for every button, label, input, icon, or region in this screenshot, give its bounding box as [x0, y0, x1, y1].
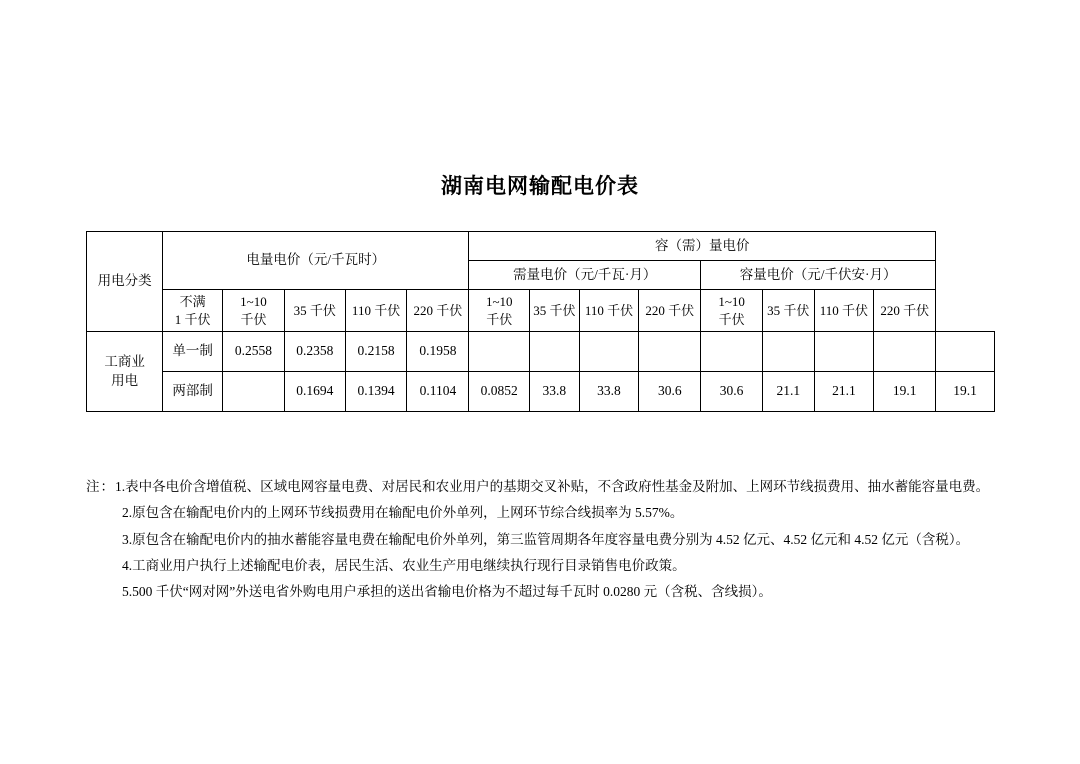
table-header-row-1 — [87, 232, 995, 261]
cell-single-capacity-35kv — [814, 332, 874, 372]
capacity-price-group-header: 容量电价（元/千伏安·月） — [701, 261, 936, 290]
note-item — [86, 500, 1016, 526]
notes-block — [86, 474, 1016, 606]
col-demand-1-10kv: 1~10 千伏 — [469, 290, 530, 332]
col-energy-110kv: 110 千伏 — [345, 290, 407, 332]
page-title: 湖南电网输配电价表 — [441, 174, 639, 198]
cell-single-demand-220kv — [701, 332, 763, 372]
col-capacity-220kv: 220 千伏 — [874, 290, 936, 332]
cell-twopart-energy-below-1kv — [223, 372, 285, 412]
col-energy-below-1kv: 不满 1 千伏 — [163, 290, 223, 332]
cell-single-energy-110kv: 0.1958 — [407, 332, 469, 372]
cell-single-demand-35kv — [579, 332, 639, 372]
row-label-two-part-tariff: 两部制 — [163, 372, 223, 412]
capacity-demand-group-header: 容（需）量电价 — [469, 232, 936, 261]
note-text: 3.原包含在输配电价内的抽水蓄能容量电费在输配电价外单列，第三监管周期各年度容量电费分别为 4.52 亿元、4.52 亿元和 4.52 亿元（含税）。 — [122, 531, 970, 547]
cell-single-energy-below-1kv: 0.2558 — [223, 332, 285, 372]
cell-single-demand-110kv — [639, 332, 701, 372]
note-item — [86, 474, 1016, 500]
note-text: 2.原包含在输配电价内的上网环节线损费用在输配电价外单列，上网环节综合线损率为 5.57%。 — [122, 505, 684, 521]
transmission-price-table — [86, 231, 995, 412]
cell-twopart-capacity-220kv: 19.1 — [936, 372, 995, 412]
table-header-row-3 — [87, 290, 995, 332]
col-demand-220kv: 220 千伏 — [639, 290, 701, 332]
col-capacity-35kv: 35 千伏 — [763, 290, 815, 332]
table-row — [87, 372, 995, 412]
cell-twopart-demand-110kv: 30.6 — [639, 372, 701, 412]
note-item — [86, 579, 1016, 605]
cell-single-energy-35kv: 0.2158 — [345, 332, 407, 372]
cell-twopart-demand-220kv: 30.6 — [701, 372, 763, 412]
cell-twopart-energy-1-10kv: 0.1694 — [284, 372, 345, 412]
col-capacity-1-10kv: 1~10 千伏 — [701, 290, 763, 332]
note-item — [86, 553, 1016, 579]
cell-twopart-demand-35kv: 33.8 — [579, 372, 639, 412]
energy-price-group-header: 电量电价（元/千瓦时） — [163, 232, 469, 290]
cell-twopart-energy-110kv: 0.1104 — [407, 372, 469, 412]
cell-single-energy-220kv — [469, 332, 530, 372]
cell-single-capacity-220kv — [936, 332, 995, 372]
category-header: 用电分类 — [87, 232, 163, 332]
col-demand-35kv: 35 千伏 — [530, 290, 579, 332]
cell-twopart-capacity-1-10kv: 21.1 — [763, 372, 815, 412]
category-value-industrial-commercial: 工商业 用电 — [87, 332, 163, 412]
demand-price-group-header: 需量电价（元/千瓦·月） — [469, 261, 701, 290]
cell-twopart-capacity-35kv: 21.1 — [814, 372, 874, 412]
col-capacity-110kv: 110 千伏 — [814, 290, 874, 332]
row-label-single-tariff: 单一制 — [163, 332, 223, 372]
cell-single-demand-1-10kv — [530, 332, 579, 372]
col-energy-35kv: 35 千伏 — [284, 290, 345, 332]
cell-single-capacity-110kv — [874, 332, 936, 372]
cell-twopart-energy-35kv: 0.1394 — [345, 372, 407, 412]
cell-single-energy-1-10kv: 0.2358 — [284, 332, 345, 372]
note-text: 1.表中各电价含增值税、区域电网容量电费、对居民和农业用户的基期交叉补贴，不含政府性基金及附加、上网环节线损费用、抽水蓄能容量电费。 — [115, 479, 990, 494]
cell-twopart-capacity-110kv: 19.1 — [874, 372, 936, 412]
note-item — [86, 527, 1016, 553]
col-energy-1-10kv: 1~10 千伏 — [223, 290, 285, 332]
table-row — [87, 332, 995, 372]
cell-single-capacity-1-10kv — [763, 332, 815, 372]
cell-twopart-energy-220kv: 0.0852 — [469, 372, 530, 412]
col-energy-220kv: 220 千伏 — [407, 290, 469, 332]
note-text: 5.500 千伏“网对网”外送电省外购电用户承担的送出省输电价格为不超过每千瓦时 0.0280 元（含税、含线损）。 — [122, 584, 772, 600]
cell-twopart-demand-1-10kv: 33.8 — [530, 372, 579, 412]
notes-prefix: 注： — [86, 479, 115, 494]
note-text: 4.工商业用户执行上述输配电价表，居民生活、农业生产用电继续执行现行目录销售电价政策。 — [122, 557, 686, 573]
col-demand-110kv: 110 千伏 — [579, 290, 639, 332]
